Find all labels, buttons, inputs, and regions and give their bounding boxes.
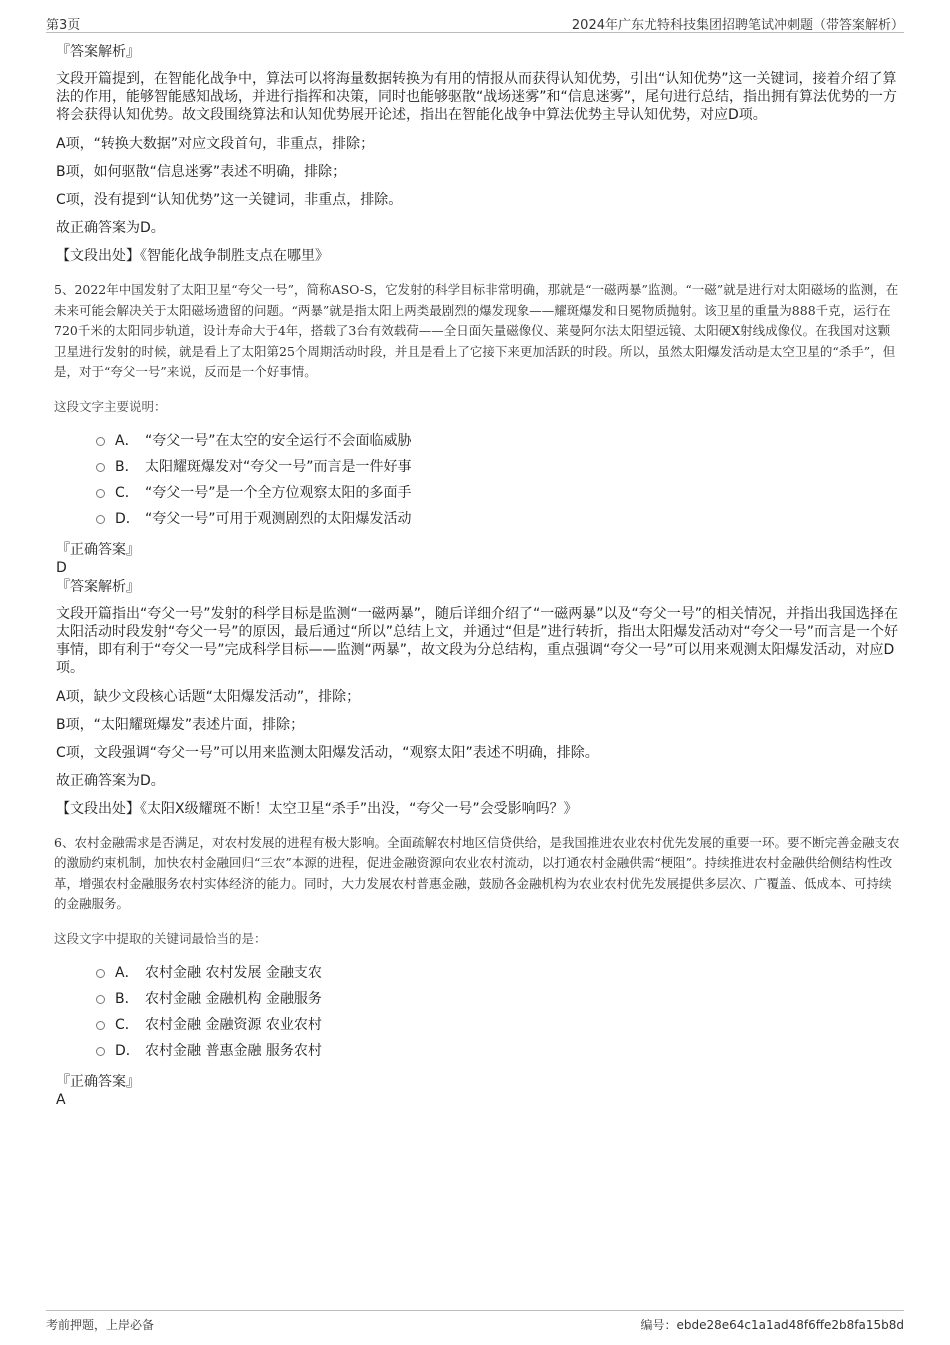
question-5-options [96, 427, 900, 531]
answer-label: 『正确答案』 [56, 541, 140, 558]
option-text: 农村金融 农村发展 金融支农 [145, 964, 322, 981]
content [56, 42, 900, 1109]
question-6-options [96, 959, 900, 1063]
option-text: 农村金融 金融资源 农业农村 [145, 1016, 322, 1033]
document-title: 2024年广东尤特科技集团招聘笔试冲刺题（带答案解析） [571, 18, 904, 33]
analysis-label: 『答案解析』 [56, 44, 140, 60]
question-5-text: 5、2022年中国发射了太阳卫星“夸父一号”，简称ASO-S，它发射的科学目标非常明确，那就是“一磁两暴”监测。“一磁”就是进行对太阳磁场的监测，在未来可能会解决关于太阳磁场遗留的问题。“两暴”就是指太阳上两类最剧烈的爆发现象——耀斑爆发和日冕物质抛射。该卫星的重量为888千克，运行在720千米的太阳同步轨道，设计寿命大于4年，搭载了3台有效载荷——全日面矢量磁像仪、莱曼阿尔法太阳望远镜、太阳硬X射线成像仪。在我国对这颗卫星进行发射的时候，就是看上了太阳第25个周期活动时段，并且是看上了它接下来更加活跃的时段。所以，虽然太阳爆发活动是太空卫星的“杀手”，但是，对于“夸父一号”来说，反而是一个好事情。 [54, 282, 899, 379]
option-a[interactable]: A． 农村金融 农村发展 金融支农 [96, 959, 900, 985]
option-text: 农村金融 普惠金融 服务农村 [145, 1042, 322, 1059]
analysis-label: 『答案解析』 [56, 578, 140, 595]
document-code: 编号：ebde28e64c1a1ad48f6ffe2b8fa15b8d [640, 1318, 904, 1332]
option-text: 太阳耀斑爆发对“夸父一号”而言是一件好事 [145, 458, 412, 475]
radio-icon[interactable] [96, 489, 105, 498]
option-c[interactable]: C． 农村金融 金融资源 农业农村 [96, 1011, 900, 1037]
question-6-prompt: 这段文字中提取的关键词最恰当的是： [54, 930, 267, 946]
analysis-option-b: B项，如何驱散“信息迷雾”表述不明确，排除； [56, 164, 347, 180]
analysis-text: 文段开篇提到，在智能化战争中，算法可以将海量数据转换为有用的情报从而获得认知优势，引出“认知优势”这一关键词，接着介绍了算法的作用，能够智能感知战场，并进行指挥和决策，同时也能够驱散“战场迷雾”和“信息迷雾”，尾句进行总结，指出拥有算法优势的一方将会获得认知优势。故文段围绕算法和认知优势展开论述，指出在智能化战争中算法优势主导认知优势，对应D项。 [56, 71, 898, 123]
option-text: “夸父一号”在太空的安全运行不会面临威胁 [145, 432, 412, 449]
option-text: “夸父一号”可用于观测剧烈的太阳爆发活动 [145, 510, 412, 527]
option-b[interactable]: B． 太阳耀斑爆发对“夸父一号”而言是一件好事 [96, 453, 900, 479]
option-c[interactable]: C． “夸父一号”是一个全方位观察太阳的多面手 [96, 479, 900, 505]
radio-icon[interactable] [96, 995, 105, 1004]
radio-icon[interactable] [96, 1047, 105, 1056]
analysis-text: 文段开篇指出“夸父一号”发射的科学目标是监测“一磁两暴”，随后详细介绍了“一磁两暴”以及“夸父一号”的相关情况，并指出我国选择在太阳活动时段发射“夸父一号”的原因，最后通过“所以”总结上文，并通过“但是”进行转折，指出太阳爆发活动对“夸父一号”而言是一个好事情，即有利于“夸父一号”完成科学目标——监测“两暴”，故文段为分总结构，重点强调“夸父一号”可以用来观测太阳爆发活动，对应D项。 [56, 605, 899, 676]
answer-value: A [56, 1091, 66, 1108]
radio-icon[interactable] [96, 1021, 105, 1030]
option-text: “夸父一号”是一个全方位观察太阳的多面手 [145, 484, 412, 501]
page-header [46, 12, 904, 33]
analysis-option-c: C项，没有提到“认知优势”这一关键词，非重点，排除。 [56, 192, 403, 208]
radio-icon[interactable] [96, 463, 105, 472]
analysis-option-c: C项，文段强调“夸父一号”可以用来监测太阳爆发活动，“观察太阳”表述不明确，排除。 [56, 744, 599, 761]
page-footer [46, 1310, 904, 1335]
radio-icon[interactable] [96, 437, 105, 446]
page-number: 第3页 [46, 18, 81, 33]
analysis-option-a: A项，缺少文段核心话题“太阳爆发活动”，排除； [56, 688, 361, 705]
answer-label: 『正确答案』 [56, 1073, 140, 1090]
question-6-text: 6、农村金融需求是否满足，对农村发展的进程有极大影响。全面疏解农村地区信贷供给，是我国推进农业农村优先发展的重要一环。要不断完善金融支农的激励约束机制，加快农村金融回归“三农”本源的进程，促进金融资源向农业农村流动，以打通农村金融供需“梗阻”。持续推进农村金融供给侧结构性改革，增强农村金融服务农村实体经济的能力。同时，大力发展农村普惠金融，鼓励各金融机构为农业农村优先发展提供多层次、广覆盖、低成本、可持续的金融服务。 [54, 834, 900, 911]
question-5-prompt: 这段文字主要说明： [54, 398, 167, 414]
analysis-conclusion: 故正确答案为D。 [56, 772, 165, 789]
option-a[interactable]: A． “夸父一号”在太空的安全运行不会面临威胁 [96, 427, 900, 453]
analysis-conclusion: 故正确答案为D。 [56, 220, 165, 236]
option-d[interactable]: D． “夸父一号”可用于观测剧烈的太阳爆发活动 [96, 505, 900, 531]
radio-icon[interactable] [96, 515, 105, 524]
footer-note: 考前押题，上岸必备 [46, 1318, 155, 1332]
analysis-option-b: B项，“太阳耀斑爆发”表述片面，排除； [56, 716, 305, 733]
analysis-option-a: A项，“转换大数据”对应文段首句，非重点，排除； [56, 136, 375, 152]
passage-source: 【文段出处】《太阳X级耀斑不断！太空卫星“杀手”出没，“夸父一号”会受影响吗？》 [56, 800, 578, 817]
option-b[interactable]: B． 农村金融 金融机构 金融服务 [96, 985, 900, 1011]
radio-icon[interactable] [96, 969, 105, 978]
option-text: 农村金融 金融机构 金融服务 [145, 990, 322, 1007]
option-d[interactable]: D． 农村金融 普惠金融 服务农村 [96, 1037, 900, 1063]
passage-source: 【文段出处】《智能化战争制胜支点在哪里》 [56, 248, 329, 264]
answer-value: D [56, 559, 67, 576]
